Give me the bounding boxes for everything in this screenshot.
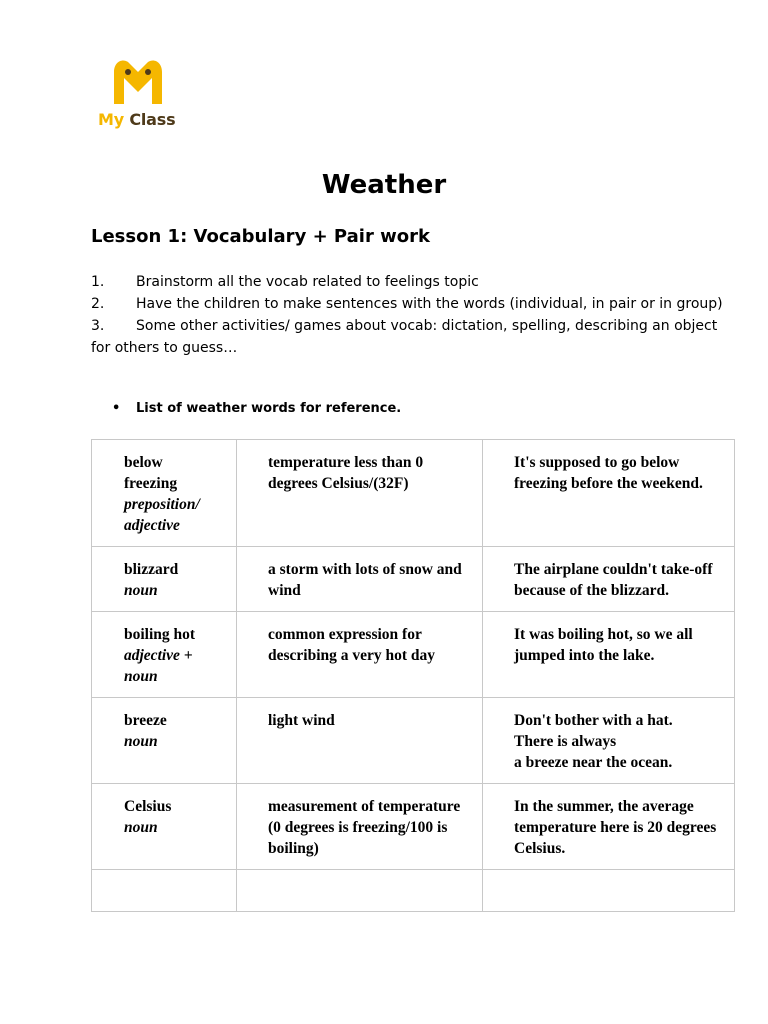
table-row [92,440,735,547]
pos-plus: + [179,647,193,664]
part-of-speech: preposition/ adjective [124,496,200,534]
example-cell: The airplane couldn't take-off because of the blizzard. [483,547,735,612]
table-row-empty [92,870,735,912]
pos-adjective: adjective [124,647,180,664]
word-cell [92,547,237,612]
logo-text [98,110,175,129]
step-item [91,293,751,315]
word-cell [92,784,237,870]
pos-noun: noun [124,668,158,685]
step-number: 3. [91,318,105,334]
example-line: a breeze near the ocean. [514,754,673,771]
table-row [92,547,735,612]
definition-cell: common expression for describing a very hot day [237,612,483,698]
empty-cell [483,870,735,912]
step-text: Some other activities/ games about vocab: dictation, spelling, describing an object [136,318,718,334]
definition-cell: a storm with lots of snow and wind [237,547,483,612]
part-of-speech [124,645,226,666]
steps-list [91,271,751,359]
logo-my: My [98,110,124,129]
step-text: Brainstorm all the vocab related to feelings topic [136,274,479,290]
step-item [91,315,751,337]
step-continuation [91,337,751,359]
lesson-heading: Lesson 1: Vocabulary + Pair work [91,226,430,247]
word-cell [92,698,237,784]
word-cell [92,612,237,698]
vocab-word: below freezing [124,454,178,492]
vocab-word: Celsius [124,798,172,815]
definition-cell: light wind [237,698,483,784]
example-line: Don't bother with a hat. [514,712,673,729]
example-line: There is always [514,733,617,750]
myclass-m-icon [110,58,166,108]
step-number: 1. [91,274,105,290]
step-text: Have the children to make sentences with the words (individual, in pair or in group) [136,296,723,312]
example-cell: It was boiling hot, so we all jumped into the lake. [483,612,735,698]
step-number: 2. [91,296,105,312]
empty-cell [92,870,237,912]
logo-class: Class [129,110,176,129]
vocab-word: boiling hot [124,626,196,643]
table-row [92,612,735,698]
empty-cell [237,870,483,912]
page-title: Weather [321,170,447,200]
vocab-word: breeze [124,712,167,729]
table-row [92,698,735,784]
vocab-word: blizzard [124,561,179,578]
vocab-table [91,439,735,912]
word-cell [92,440,237,547]
example-cell [483,698,735,784]
part-of-speech: noun [124,733,158,750]
example-cell: It's supposed to go below freezing before the weekend. [483,440,735,547]
part-of-speech: noun [124,582,158,599]
step-item [91,271,751,293]
bullet-icon: • [112,401,121,416]
myclass-logo [98,58,182,132]
part-of-speech: noun [124,819,158,836]
step-text-continued: for others to guess… [91,340,238,356]
table-row [92,784,735,870]
example-cell: In the summer, the average temperature here is 20 degrees Celsius. [483,784,735,870]
reference-text: List of weather words for reference. [136,401,402,416]
definition-cell: temperature less than 0 degrees Celsius/(32F) [237,440,483,547]
definition-cell: measurement of temperature (0 degrees is freezing/100 is boiling) [237,784,483,870]
